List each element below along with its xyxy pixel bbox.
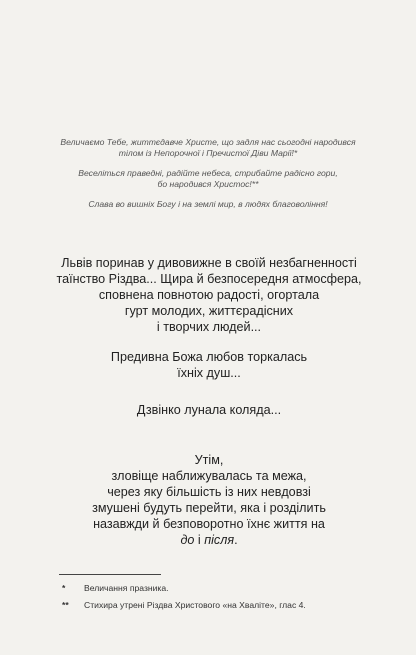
footnote-1-mark: * — [62, 583, 66, 593]
paragraph-1-text: Львів поринав у дивовижне в своїй незбагненності таїнство Різдва... Щира й безпосередня атмосфера, сповнена повнотою радості, огортала гурт молодих, життєрадісних і творчих людей... — [56, 256, 362, 334]
paragraph-1 — [28, 255, 390, 335]
paragraph-4-end: . — [234, 533, 238, 547]
paragraph-4-text — [28, 452, 390, 548]
epigraph-line-1: Величаємо Тебе, життєдавче Христе, що задля нас сьогодні народився тілом із Непорочної і Пречистої Діви Марії!* — [60, 137, 356, 158]
footnote-2-mark: ** — [62, 600, 69, 610]
epigraph-line-3: Слава во вишніх Богу і на землі мир, в людях благовоління! — [88, 199, 328, 209]
footnote-2 — [62, 600, 392, 611]
footnote-2-text: Стихира утрені Різдва Христового «на Хваліте», глас 4. — [84, 600, 306, 610]
paragraph-4 — [28, 452, 390, 548]
footnotes — [62, 583, 392, 617]
paragraph-3-text: Дзвінко лунала коляда... — [136, 403, 282, 417]
paragraph-4-main: Утім, зловіще наближувалась та межа, через яку більшість із них невдовзі змушені будуть перейти, яка і розділить назавжди й безповоротно їхнє життя на — [92, 453, 326, 531]
word-pislya: після — [204, 533, 235, 547]
paragraph-3 — [28, 402, 390, 418]
footnote-divider — [59, 574, 161, 575]
paragraph-2-text: Предивна Божа любов торкалась їхніх душ... — [110, 350, 308, 380]
footnote-1 — [62, 583, 392, 594]
epigraph — [30, 137, 386, 219]
word-i: і — [194, 533, 205, 547]
word-do: до — [180, 533, 195, 547]
epigraph-line-2: Веселіться праведні, радійте небеса, стрибайте радісно гори, бо народився Христос!** — [78, 168, 338, 189]
footnote-1-text: Величання празника. — [84, 583, 169, 593]
paragraph-2 — [28, 349, 390, 381]
